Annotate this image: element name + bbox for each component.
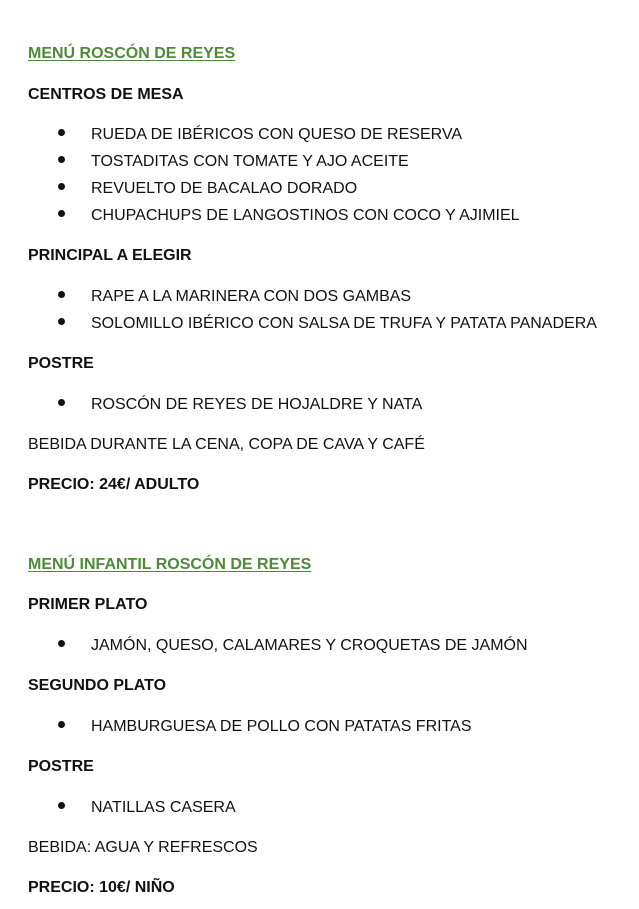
bullet-icon	[58, 802, 65, 809]
section-heading-postre: POSTRE	[28, 355, 94, 372]
bullet-icon	[58, 399, 65, 406]
menu-title-infantil: MENÚ INFANTIL ROSCÓN DE REYES	[28, 556, 312, 573]
menu-item: SOLOMILLO IBÉRICO CON SALSA DE TRUFA Y PATATA PANADERA	[91, 315, 597, 332]
menu-item: HAMBURGUESA DE POLLO CON PATATAS FRITAS	[91, 718, 472, 735]
menu-item: ROSCÓN DE REYES DE HOJALDRE Y NATA	[91, 396, 423, 413]
bullet-icon	[58, 129, 65, 136]
bullet-icon	[58, 156, 65, 163]
bullet-icon	[58, 291, 65, 298]
bullet-icon	[58, 318, 65, 325]
bullet-icon	[58, 640, 65, 647]
price-text: PRECIO: 24€/ ADULTO	[28, 476, 200, 493]
section-heading-postre-infantil: POSTRE	[28, 758, 94, 775]
section-heading-principal: PRINCIPAL A ELEGIR	[28, 247, 192, 264]
section-heading-centros: CENTROS DE MESA	[28, 86, 184, 103]
bullet-icon	[58, 721, 65, 728]
menu-item: RUEDA DE IBÉRICOS CON QUESO DE RESERVA	[91, 126, 463, 143]
section-heading-segundo: SEGUNDO PLATO	[28, 677, 167, 694]
menu-title: MENÚ ROSCÓN DE REYES	[28, 45, 236, 62]
bullet-icon	[58, 210, 65, 217]
bullet-icon	[58, 183, 65, 190]
menu-item: CHUPACHUPS DE LANGOSTINOS CON COCO Y AJIMIEL	[91, 207, 520, 224]
menu-item: RAPE A LA MARINERA CON DOS GAMBAS	[91, 288, 412, 305]
price-text-infantil: PRECIO: 10€/ NIÑO	[28, 879, 175, 896]
menu-item: NATILLAS CASERA	[91, 799, 236, 816]
section-heading-primer: PRIMER PLATO	[28, 596, 148, 613]
menu-item: REVUELTO DE BACALAO DORADO	[91, 180, 358, 197]
drink-text-infantil: BEBIDA: AGUA Y REFRESCOS	[28, 839, 258, 856]
drink-text: BEBIDA DURANTE LA CENA, COPA DE CAVA Y CAFÉ	[28, 436, 425, 453]
menu-item: TOSTADITAS CON TOMATE Y AJO ACEITE	[91, 153, 409, 170]
menu-item: JAMÓN, QUESO, CALAMARES Y CROQUETAS DE JAMÓN	[91, 637, 528, 654]
